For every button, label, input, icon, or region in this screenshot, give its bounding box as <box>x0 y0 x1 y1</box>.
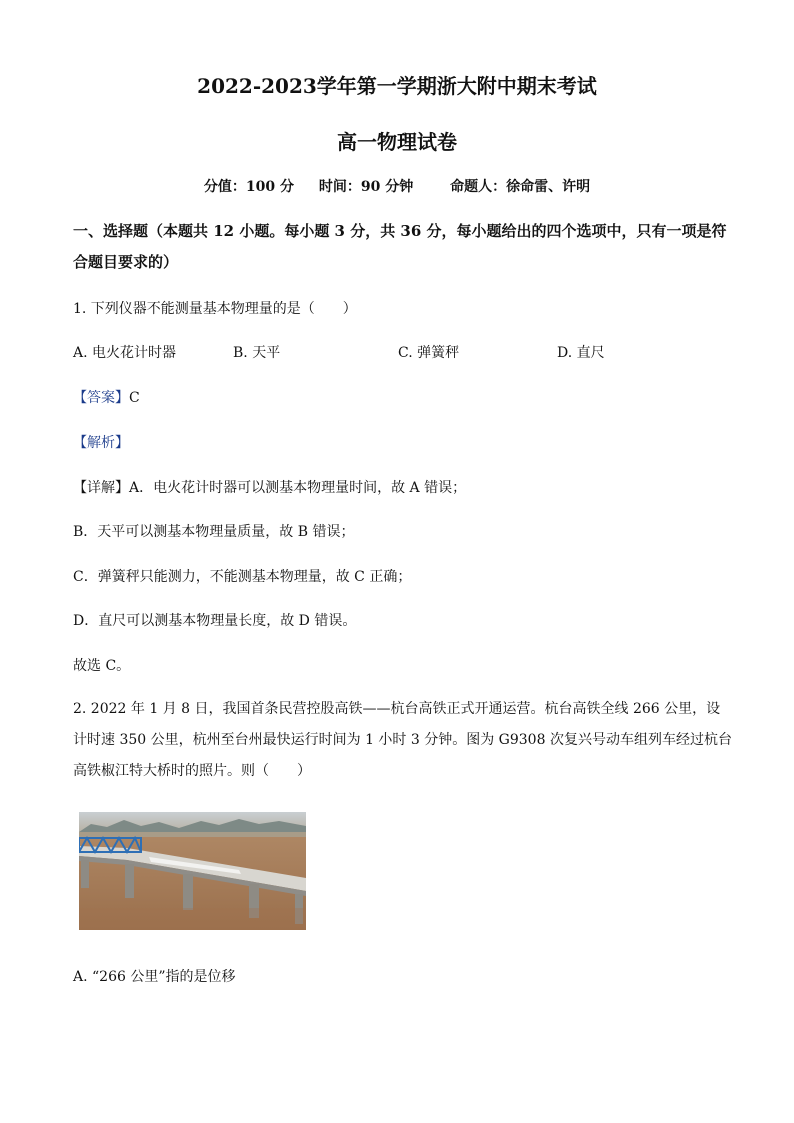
detail-tag: 【详解】 <box>73 480 129 496</box>
section-heading: 一、选择题（本题共 12 小题。每小题 3 分，共 36 分，每小题给出的四个选项中，只有一项是符合题目要求的） <box>73 222 727 271</box>
detail-a-text: A．电火花计时器可以测基本物理量时间，故 A 错误； <box>129 480 467 496</box>
q1-detail-c: C．弹簧秤只能测力，不能测基本物理量，故 C 正确； <box>73 569 412 585</box>
q1-analysis-tag <box>73 432 129 452</box>
q2-option-a: A. “266 公里”指的是位移 <box>73 969 236 985</box>
answer-tag: 【答案】 <box>73 390 129 406</box>
q1-answer <box>73 387 140 407</box>
q1-stem: 1. 下列仪器不能测量基本物理量的是（ ） <box>73 301 357 317</box>
analysis-tag: 【解析】 <box>73 435 129 451</box>
bridge-train-photo <box>79 812 306 930</box>
q1-option-c: C. 弹簧秤 <box>398 345 460 361</box>
author-info: 命题人：徐命雷、许明 <box>450 179 591 195</box>
q1-detail-a <box>73 477 466 497</box>
q1-conclusion: 故选 C。 <box>73 658 131 674</box>
q2-stem: 2. 2022 年 1 月 8 日，我国首条民营控股高铁——杭台高铁正式开通运营。杭台高铁全线 266 公里，设计时速 350 公里，杭州至台州最快运行时间为 1 小时 3 分钟。图为 G9308 次复兴号动车组列车经过杭台高铁椒江特大桥时的照片。则（ ） <box>73 701 732 779</box>
q1-option-d: D. 直尺 <box>557 345 605 361</box>
exam-subtitle: 高一物理试卷 <box>337 130 457 154</box>
exam-meta <box>0 176 794 196</box>
exam-title: 2022-2023学年第一学期浙大附中期末考试 <box>197 74 597 98</box>
q1-option-b: B. 天平 <box>233 345 281 361</box>
time-info: 时间：90 分钟 <box>318 179 414 195</box>
q1-option-a: A. 电火花计时器 <box>73 345 177 361</box>
score-info: 分值：100 分 <box>203 179 294 195</box>
q1-detail-b: B．天平可以测基本物理量质量，故 B 错误； <box>73 524 355 540</box>
q1-detail-d: D．直尺可以测基本物理量长度，故 D 错误。 <box>73 613 357 629</box>
answer-value: C <box>129 390 140 406</box>
